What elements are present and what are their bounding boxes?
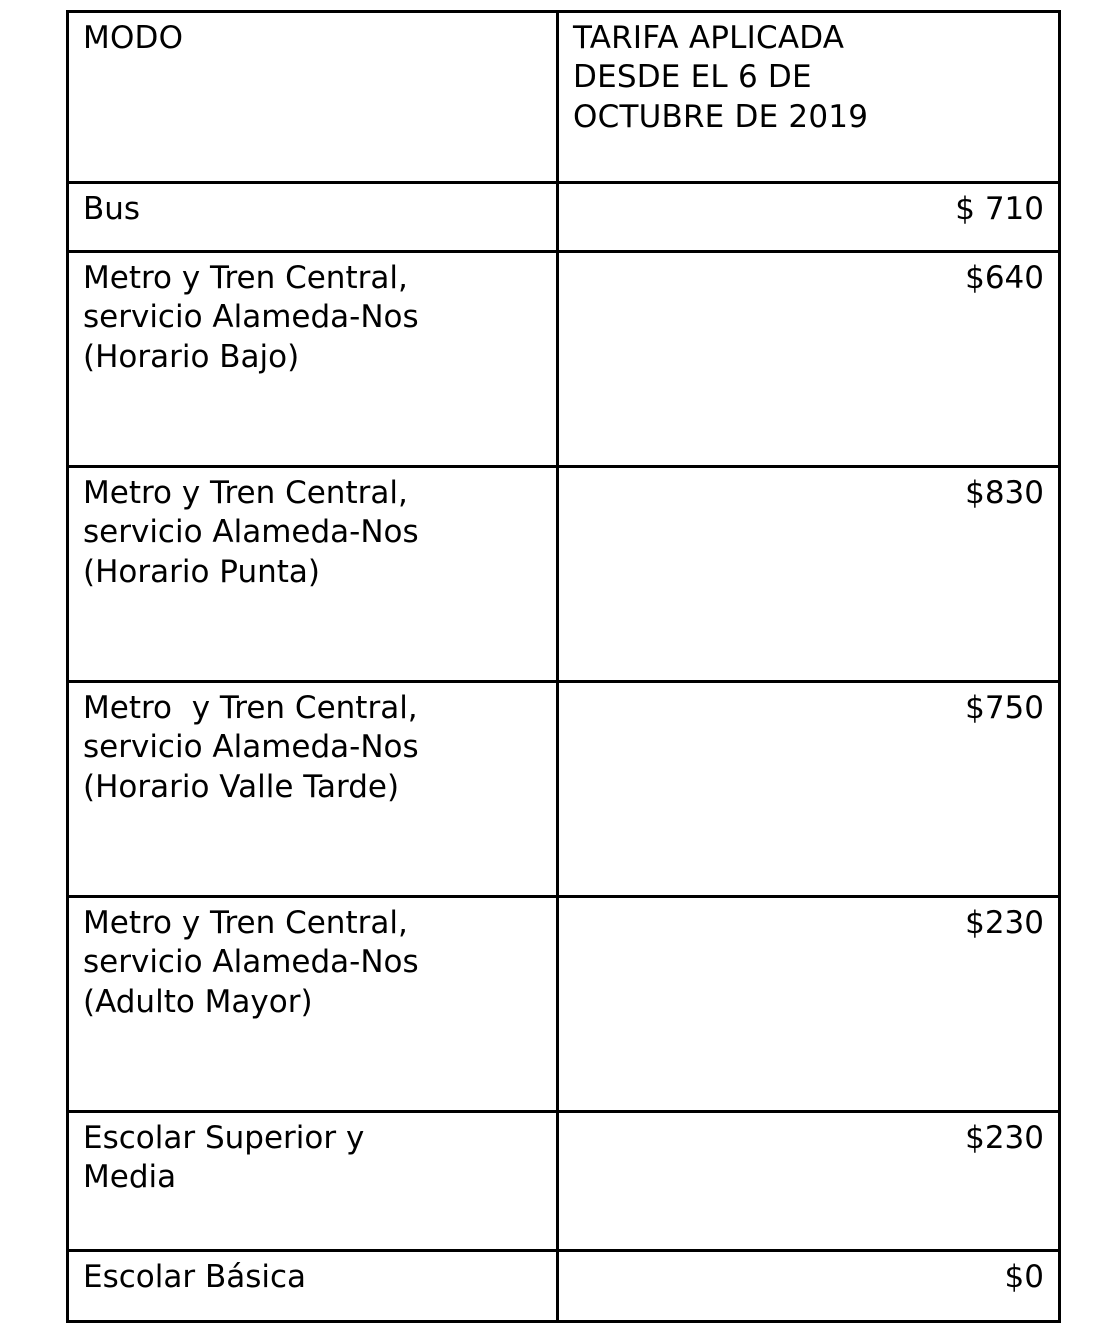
row-mode-line: servicio Alameda-Nos: [83, 514, 419, 551]
column-header-tarifa-line-1: TARIFA APLICADA: [573, 20, 845, 56]
row-mode-line: Metro y Tren Central,: [83, 260, 408, 296]
row-mode-line: Escolar Básica: [83, 1259, 307, 1295]
row-mode-line: (Horario Valle Tarde): [83, 768, 400, 805]
row-mode-cell: [68, 1112, 558, 1251]
row-fare-cell: $0: [558, 1251, 1060, 1322]
column-header-tarifa-line-3: OCTUBRE DE 2019: [573, 98, 869, 135]
row-fare-cell: $230: [558, 1112, 1060, 1251]
table-header: [68, 12, 1060, 183]
table-row: [68, 682, 1060, 897]
table-row: [68, 1251, 1060, 1322]
row-mode-cell: [68, 183, 558, 252]
row-mode-line: Media: [83, 1159, 177, 1196]
table-row: [68, 467, 1060, 682]
row-mode-line: Bus: [83, 191, 141, 227]
fare-table: [66, 10, 1061, 1323]
row-fare-cell: $ 710: [558, 183, 1060, 252]
column-header-modo: [68, 12, 558, 183]
row-mode-line: (Horario Punta): [83, 553, 320, 590]
table-row: [68, 183, 1060, 252]
table-row: [68, 897, 1060, 1112]
column-header-tarifa: [558, 12, 1060, 183]
row-fare-cell: $230: [558, 897, 1060, 1112]
column-header-tarifa-line-2: DESDE EL 6 DE: [573, 59, 812, 96]
row-fare-cell: $640: [558, 252, 1060, 467]
row-mode-cell: [68, 467, 558, 682]
row-mode-line: servicio Alameda-Nos: [83, 729, 419, 766]
table-row: [68, 252, 1060, 467]
row-mode-cell: [68, 252, 558, 467]
row-mode-cell: [68, 1251, 558, 1322]
table-body: [68, 183, 1060, 1322]
table-header-row: [68, 12, 1060, 183]
row-mode-line: (Horario Bajo): [83, 338, 300, 375]
row-mode-line: Escolar Superior y: [83, 1120, 365, 1156]
row-mode-cell: [68, 897, 558, 1112]
row-mode-line: Metro y Tren Central,: [83, 690, 418, 726]
row-fare-cell: $830: [558, 467, 1060, 682]
row-mode-line: Metro y Tren Central,: [83, 905, 408, 941]
row-fare-cell: $750: [558, 682, 1060, 897]
row-mode-line: servicio Alameda-Nos: [83, 944, 419, 981]
table-row: [68, 1112, 1060, 1251]
row-mode-cell: [68, 682, 558, 897]
row-mode-line: Metro y Tren Central,: [83, 475, 408, 511]
row-mode-line: servicio Alameda-Nos: [83, 299, 419, 336]
row-mode-line: (Adulto Mayor): [83, 983, 313, 1020]
column-header-modo-label: MODO: [83, 20, 184, 56]
